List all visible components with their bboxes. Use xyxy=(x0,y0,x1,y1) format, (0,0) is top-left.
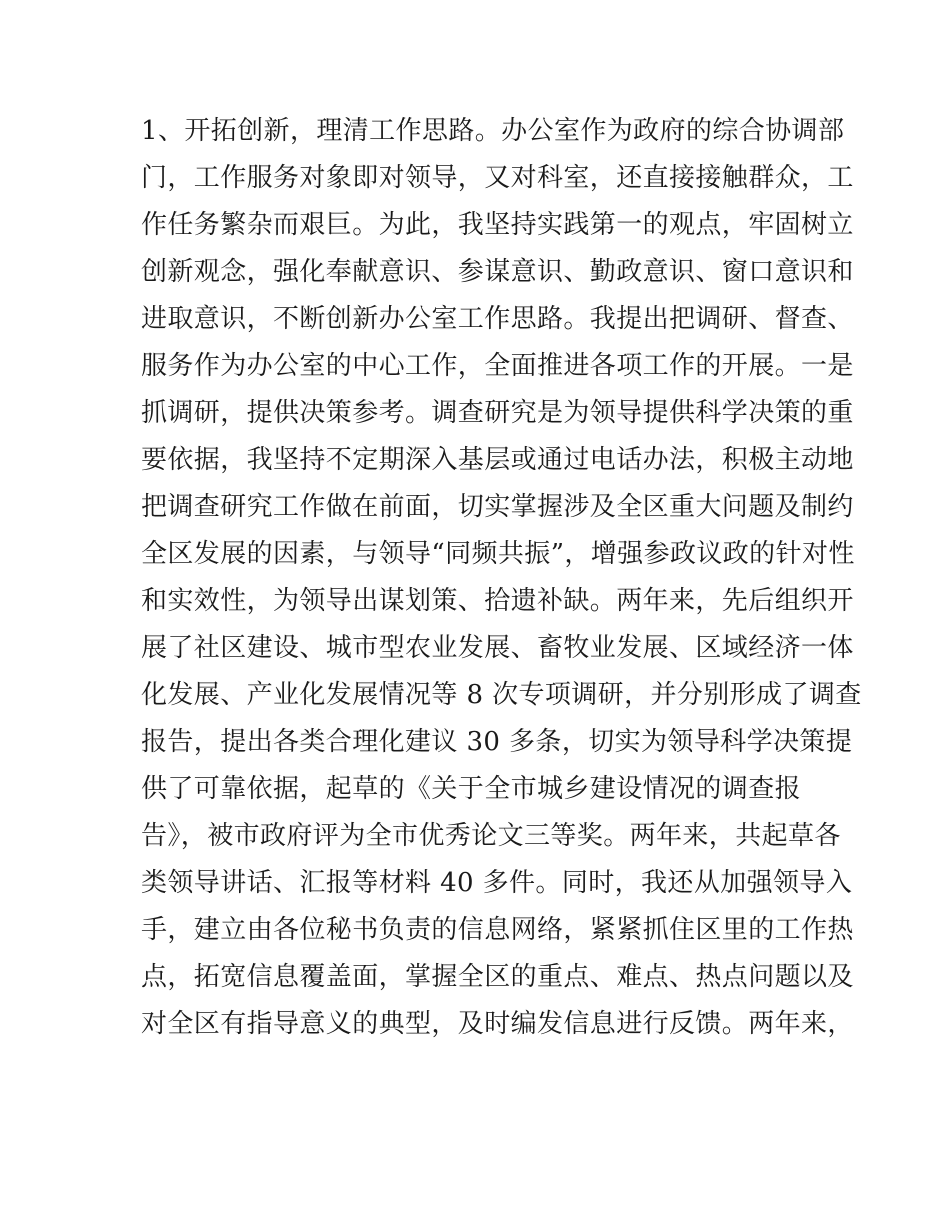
text-line: 告》，被市政府评为全市优秀论文三等奖。两年来，共起草各 xyxy=(141,821,841,851)
text-line: 要依据，我坚持不定期深入基层或通过电话办法，积极主动地 xyxy=(141,445,854,475)
text-line: 把调查研究工作做在前面，切实掌握涉及全区重大问题及制约 xyxy=(141,492,854,522)
text-line: 创新观念，强化奉献意识、参谋意识、勤政意识、窗口意识和 xyxy=(141,257,854,287)
text-line: 供了可靠依据，起草的《关于全市城乡建设情况的调查报 xyxy=(141,774,802,804)
text-line: 手，建立由各位秘书负责的信息网络，紧紧抓住区里的工作热 xyxy=(141,915,854,945)
text-line: 报告，提出各类合理化建议 30 多条，切实为领导科学决策提 xyxy=(141,727,853,757)
text-line: 展了社区建设、城市型农业发展、畜牧业发展、区域经济一体 xyxy=(141,633,854,663)
text-line: 化发展、产业化发展情况等 8 次专项调研，并分别形成了调查 xyxy=(141,680,862,710)
text-line: 全区发展的因素，与领导“同频共振”，增强参政议政的针对性 xyxy=(141,539,855,569)
text-line: 抓调研，提供决策参考。调查研究是为领导提供科学决策的重 xyxy=(141,398,854,428)
text-line: 对全区有指导意义的典型，及时编发信息进行反馈。两年来， xyxy=(141,1009,854,1039)
text-line: 点，拓宽信息覆盖面，掌握全区的重点、难点、热点问题以及 xyxy=(141,962,854,992)
text-line: 和实效性，为领导出谋划策、拾遗补缺。两年来，先后组织开 xyxy=(141,586,854,616)
text-line: 门，工作服务对象即对领导，又对科室，还直接接触群众，工 xyxy=(141,163,854,193)
text-line: 作任务繁杂而艰巨。为此，我坚持实践第一的观点，牢固树立 xyxy=(141,210,854,240)
body-paragraph xyxy=(141,108,862,1048)
text-line: 类领导讲话、汇报等材料 40 多件。同时，我还从加强领导入 xyxy=(141,868,853,898)
text-line: 进取意识，不断创新办公室工作思路。我提出把调研、督查、 xyxy=(141,304,854,334)
text-line: 服务作为办公室的中心工作，全面推进各项工作的开展。一是 xyxy=(141,351,854,381)
text-line: 1、开拓创新，理清工作思路。办公室作为政府的综合协调部 xyxy=(141,116,845,146)
